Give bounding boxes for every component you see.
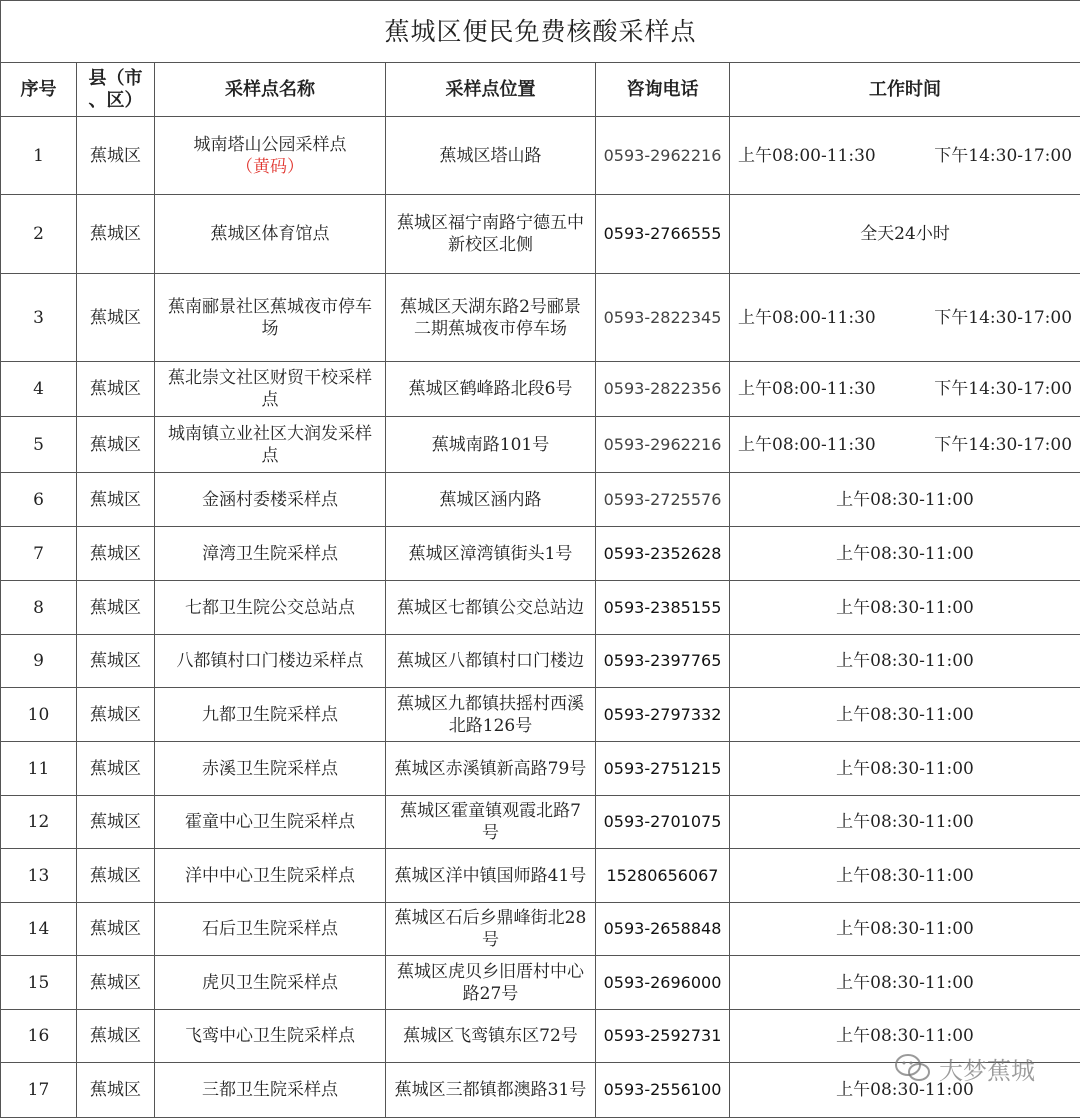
- location-line: 北路126号: [390, 715, 591, 737]
- table-row: [1, 849, 1080, 903]
- cell-hours: 上午08:30-11:00: [730, 581, 1080, 635]
- location-line: 蕉城区天湖东路2号郦景: [390, 296, 591, 318]
- name-line: 点: [159, 389, 381, 411]
- cell-hours: 上午08:30-11:00: [730, 1010, 1080, 1063]
- table-row: [1, 195, 1080, 274]
- cell-hours: 全天24小时: [730, 195, 1080, 274]
- header-hours: 工作时间: [730, 63, 1080, 117]
- location-line: 蕉城区虎贝乡旧厝村中心: [390, 961, 591, 983]
- cell-hours: 上午08:30-11:00: [730, 527, 1080, 581]
- hours-morning: 上午08:00-11:30: [738, 145, 876, 167]
- cell-county: 蕉城区: [77, 473, 155, 527]
- cell-county: 蕉城区: [77, 635, 155, 688]
- cell-county: 蕉城区: [77, 1010, 155, 1063]
- header-county: [77, 63, 155, 117]
- cell-name: [155, 688, 386, 742]
- location-line: 蕉城区九都镇扶摇村西溪: [390, 693, 591, 715]
- cell-location: [386, 903, 596, 956]
- cell-phone: 0593-2766555: [596, 195, 730, 274]
- cell-name: [155, 1063, 386, 1118]
- cell-county: 蕉城区: [77, 195, 155, 274]
- cell-name: [155, 635, 386, 688]
- cell-name: [155, 1010, 386, 1063]
- location-line: 蕉城南路101号: [390, 434, 591, 456]
- location-line: 蕉城区石后乡鼎峰街北28: [390, 907, 591, 929]
- cell-no: 14: [1, 903, 77, 956]
- cell-no: 3: [1, 274, 77, 362]
- cell-location: [386, 796, 596, 849]
- hours-morning: 上午08:00-11:30: [738, 434, 876, 456]
- table-title: 蕉城区便民免费核酸采样点: [1, 1, 1080, 63]
- table-row: [1, 473, 1080, 527]
- cell-no: 12: [1, 796, 77, 849]
- cell-county: 蕉城区: [77, 117, 155, 195]
- cell-name: [155, 195, 386, 274]
- cell-location: [386, 1063, 596, 1118]
- cell-name: [155, 956, 386, 1010]
- name-line: 七都卫生院公交总站点: [159, 597, 381, 619]
- cell-county: 蕉城区: [77, 688, 155, 742]
- cell-phone: 15280656067: [596, 849, 730, 903]
- cell-name: [155, 117, 386, 195]
- name-line: 蕉南郦景社区蕉城夜市停车: [159, 296, 381, 318]
- name-line: 蕉北崇文社区财贸干校采样: [159, 367, 381, 389]
- header-no: 序号: [1, 63, 77, 117]
- cell-hours: 上午08:30-11:00: [730, 849, 1080, 903]
- title-row: [1, 1, 1080, 63]
- table-row: [1, 635, 1080, 688]
- cell-no: 17: [1, 1063, 77, 1118]
- cell-phone: 0593-2822356: [596, 362, 730, 417]
- hours-afternoon: 下午14:30-17:00: [934, 307, 1072, 329]
- cell-no: 16: [1, 1010, 77, 1063]
- cell-hours: 上午08:30-11:00: [730, 796, 1080, 849]
- cell-name: [155, 742, 386, 796]
- name-line: 虎贝卫生院采样点: [159, 972, 381, 994]
- cell-location: [386, 956, 596, 1010]
- cell-hours: 上午08:30-11:00: [730, 903, 1080, 956]
- cell-name: [155, 849, 386, 903]
- table-row: [1, 527, 1080, 581]
- name-line: 城南镇立业社区大润发采样: [159, 423, 381, 445]
- hours-split: [734, 378, 1076, 400]
- cell-hours: 上午08:30-11:00: [730, 742, 1080, 796]
- health-code-note: （黄码）: [159, 156, 381, 178]
- hours-split: [734, 145, 1076, 167]
- cell-county: 蕉城区: [77, 742, 155, 796]
- cell-phone: 0593-2725576: [596, 473, 730, 527]
- cell-hours: 上午08:30-11:00: [730, 635, 1080, 688]
- header-location: 采样点位置: [386, 63, 596, 117]
- cell-phone: 0593-2556100: [596, 1063, 730, 1118]
- cell-phone: 0593-2696000: [596, 956, 730, 1010]
- table-row: [1, 362, 1080, 417]
- cell-location: [386, 362, 596, 417]
- cell-no: 7: [1, 527, 77, 581]
- location-line: 号: [390, 822, 591, 844]
- table-row: [1, 1063, 1080, 1118]
- hours-afternoon: 下午14:30-17:00: [934, 378, 1072, 400]
- hours-morning: 上午08:00-11:30: [738, 307, 876, 329]
- table-row: [1, 581, 1080, 635]
- cell-phone: 0593-2658848: [596, 903, 730, 956]
- hours-afternoon: 下午14:30-17:00: [934, 434, 1072, 456]
- name-line: 金涵村委楼采样点: [159, 489, 381, 511]
- cell-phone: 0593-2962216: [596, 417, 730, 473]
- cell-location: [386, 195, 596, 274]
- cell-county: 蕉城区: [77, 956, 155, 1010]
- name-line: 场: [159, 318, 381, 340]
- cell-no: 4: [1, 362, 77, 417]
- cell-name: [155, 581, 386, 635]
- cell-location: [386, 274, 596, 362]
- cell-no: 9: [1, 635, 77, 688]
- hours-afternoon: 下午14:30-17:00: [934, 145, 1072, 167]
- cell-no: 5: [1, 417, 77, 473]
- location-line: 蕉城区漳湾镇街头1号: [390, 543, 591, 565]
- cell-county: 蕉城区: [77, 274, 155, 362]
- cell-county: 蕉城区: [77, 849, 155, 903]
- table-row: [1, 956, 1080, 1010]
- location-line: 蕉城区洋中镇国师路41号: [390, 865, 591, 887]
- cell-no: 13: [1, 849, 77, 903]
- name-line: 石后卫生院采样点: [159, 918, 381, 940]
- cell-location: [386, 742, 596, 796]
- cell-county: 蕉城区: [77, 581, 155, 635]
- header-phone: 咨询电话: [596, 63, 730, 117]
- name-line: 赤溪卫生院采样点: [159, 758, 381, 780]
- name-line: 九都卫生院采样点: [159, 704, 381, 726]
- cell-county: 蕉城区: [77, 362, 155, 417]
- location-line: 蕉城区赤溪镇新高路79号: [390, 758, 591, 780]
- cell-no: 2: [1, 195, 77, 274]
- name-line: 漳湾卫生院采样点: [159, 543, 381, 565]
- cell-name: [155, 473, 386, 527]
- table-row: [1, 688, 1080, 742]
- cell-name: [155, 527, 386, 581]
- cell-no: 10: [1, 688, 77, 742]
- watermark-text: 大梦蕉城: [939, 1051, 1035, 1086]
- cell-phone: 0593-2962216: [596, 117, 730, 195]
- cell-phone: 0593-2385155: [596, 581, 730, 635]
- location-line: 蕉城区塔山路: [390, 145, 591, 167]
- name-line: 蕉城区体育馆点: [159, 223, 381, 245]
- name-line: 飞鸾中心卫生院采样点: [159, 1025, 381, 1047]
- cell-phone: 0593-2797332: [596, 688, 730, 742]
- cell-phone: 0593-2822345: [596, 274, 730, 362]
- cell-hours: 上午08:30-11:00: [730, 956, 1080, 1010]
- cell-hours: [730, 274, 1080, 362]
- cell-county: 蕉城区: [77, 527, 155, 581]
- location-line: 二期蕉城夜市停车场: [390, 318, 591, 340]
- cell-hours: [730, 417, 1080, 473]
- cell-location: [386, 635, 596, 688]
- table-row: [1, 117, 1080, 195]
- cell-location: [386, 688, 596, 742]
- cell-phone: 0593-2751215: [596, 742, 730, 796]
- name-line: 三都卫生院采样点: [159, 1079, 381, 1101]
- cell-location: [386, 117, 596, 195]
- cell-location: [386, 1010, 596, 1063]
- cell-no: 15: [1, 956, 77, 1010]
- cell-county: 蕉城区: [77, 796, 155, 849]
- location-line: 号: [390, 929, 591, 951]
- cell-hours: 上午08:30-11:00: [730, 688, 1080, 742]
- location-line: 蕉城区七都镇公交总站边: [390, 597, 591, 619]
- cell-location: [386, 473, 596, 527]
- cell-phone: 0593-2592731: [596, 1010, 730, 1063]
- name-line: 点: [159, 445, 381, 467]
- cell-name: [155, 362, 386, 417]
- location-line: 蕉城区鹤峰路北段6号: [390, 378, 591, 400]
- name-line: 八都镇村口门楼边采样点: [159, 650, 381, 672]
- cell-county: 蕉城区: [77, 1063, 155, 1118]
- name-line: 洋中中心卫生院采样点: [159, 865, 381, 887]
- cell-hours: 上午08:30-11:00: [730, 1063, 1080, 1118]
- name-line: 城南塔山公园采样点: [159, 134, 381, 156]
- location-line: 蕉城区飞鸾镇东区72号: [390, 1025, 591, 1047]
- table-row: [1, 1010, 1080, 1063]
- hours-split: [734, 434, 1076, 456]
- location-line: 蕉城区八都镇村口门楼边: [390, 650, 591, 672]
- location-line: 蕉城区福宁南路宁德五中: [390, 212, 591, 234]
- location-line: 蕉城区涵内路: [390, 489, 591, 511]
- table-row: [1, 796, 1080, 849]
- cell-phone: 0593-2397765: [596, 635, 730, 688]
- cell-county: 蕉城区: [77, 903, 155, 956]
- cell-hours: [730, 117, 1080, 195]
- name-line: 霍童中心卫生院采样点: [159, 811, 381, 833]
- cell-location: [386, 417, 596, 473]
- header-county-line2: 、区）: [81, 90, 150, 112]
- table-row: [1, 274, 1080, 362]
- cell-no: 1: [1, 117, 77, 195]
- cell-name: [155, 796, 386, 849]
- cell-county: 蕉城区: [77, 417, 155, 473]
- location-line: 路27号: [390, 983, 591, 1005]
- cell-phone: 0593-2352628: [596, 527, 730, 581]
- location-line: 蕉城区霍童镇观霞北路7: [390, 800, 591, 822]
- hours-morning: 上午08:00-11:30: [738, 378, 876, 400]
- cell-hours: 上午08:30-11:00: [730, 473, 1080, 527]
- hours-split: [734, 307, 1076, 329]
- cell-phone: 0593-2701075: [596, 796, 730, 849]
- cell-location: [386, 527, 596, 581]
- cell-no: 8: [1, 581, 77, 635]
- header-row: [1, 63, 1080, 117]
- cell-hours: [730, 362, 1080, 417]
- cell-name: [155, 903, 386, 956]
- cell-location: [386, 849, 596, 903]
- cell-name: [155, 417, 386, 473]
- table-row: [1, 903, 1080, 956]
- location-line: 新校区北侧: [390, 234, 591, 256]
- cell-no: 11: [1, 742, 77, 796]
- table-row: [1, 742, 1080, 796]
- cell-no: 6: [1, 473, 77, 527]
- header-name: 采样点名称: [155, 63, 386, 117]
- location-line: 蕉城区三都镇都澳路31号: [390, 1079, 591, 1101]
- cell-name: [155, 274, 386, 362]
- table-row: [1, 417, 1080, 473]
- header-county-line1: 县（市: [81, 68, 150, 90]
- cell-location: [386, 581, 596, 635]
